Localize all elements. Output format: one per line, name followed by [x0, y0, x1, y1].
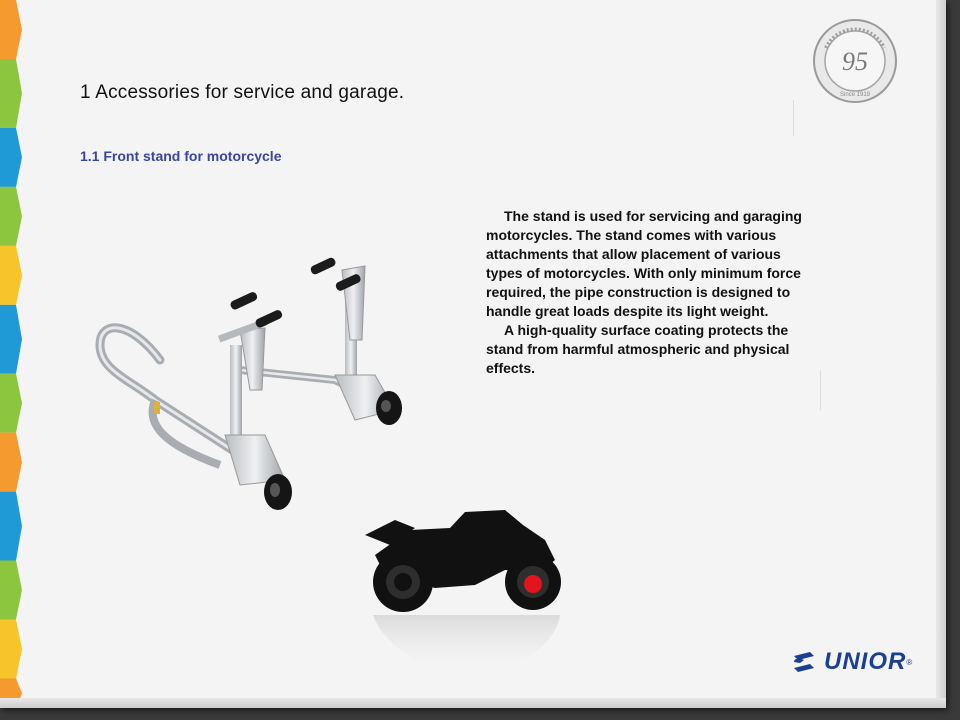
front-stand-image	[90, 250, 420, 520]
anniversary-seal-logo	[812, 18, 898, 104]
description-paragraph: The stand is used for servicing and garaging motorcycles. The stand comes with various attachments that allow placement of various types of motorcycles. With only minimum force required, the pipe construction is designed to handle great loads despite its light weight.	[486, 208, 802, 319]
section-subtitle: 1.1 Front stand for motorcycle	[80, 148, 282, 164]
decorative-line	[820, 370, 821, 410]
motorcycle-silhouette-image	[355, 500, 570, 680]
registered-mark: ®	[906, 657, 913, 667]
brand-name: UNIOR	[824, 648, 907, 675]
slide-edge-shadow	[0, 698, 946, 708]
description-text	[486, 207, 806, 378]
svg-text:95: 95	[842, 47, 868, 76]
unior-brand-logo	[790, 646, 922, 678]
decorative-line	[793, 100, 794, 136]
page-title: 1 Accessories for service and garage.	[80, 82, 405, 103]
svg-text:Since 1919: Since 1919	[839, 92, 871, 98]
unior-logo-icon	[790, 650, 818, 674]
decorative-edge-strip	[0, 0, 22, 708]
slide-edge-shadow	[936, 0, 946, 708]
description-paragraph: A high-quality surface coating protects the stand from harmful atmospheric and physical effects.	[486, 322, 790, 376]
